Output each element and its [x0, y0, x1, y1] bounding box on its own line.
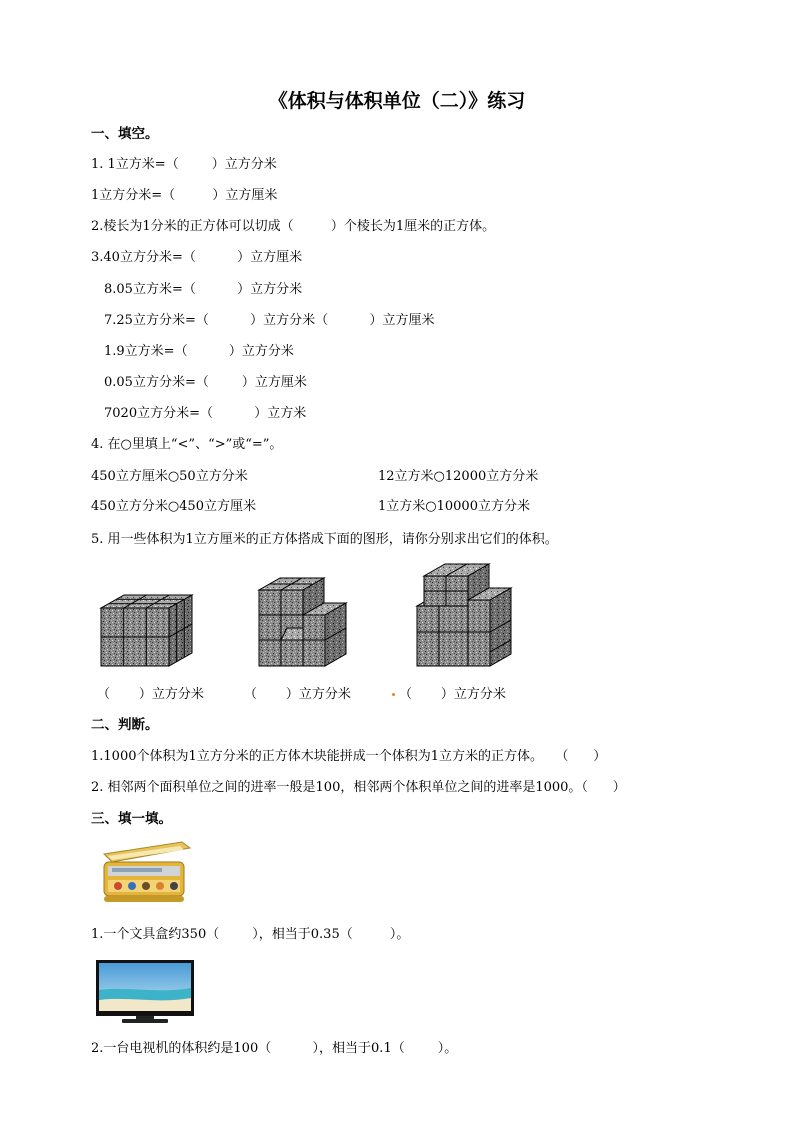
question-4-item: 450立方分米○450立方厘米	[91, 499, 256, 514]
cube-stack-icon	[254, 568, 352, 672]
question-4-item: 450立方厘米○50立方分米	[91, 469, 248, 484]
question-4: 4. 在○里填上“<”、“>”或“=”。	[91, 437, 283, 452]
question-3-item: 0.05立方分米=（ ）立方厘米	[104, 375, 307, 390]
question-2: 2.棱长为1分米的正方体可以切成（ ）个棱长为1厘米的正方体。	[91, 219, 496, 234]
question-5: 5. 用一些体积为1立方厘米的正方体搭成下面的图形，请你分别求出它们的体积。	[91, 532, 558, 547]
pencil-case-icon	[98, 840, 192, 908]
question-3-item: 3.40立方分米=（ ）立方厘米	[91, 250, 303, 265]
judgement-item: 1.1000个体积为1立方分米的正方体木块能拼成一个体积为1立方米的正方体。 （ ）	[91, 749, 607, 764]
question-4-item: 1立方米○10000立方分米	[378, 499, 530, 514]
question-3-item: 8.05立方米=（ ）立方分米	[104, 282, 303, 297]
television-icon	[96, 960, 196, 1024]
fill-item: 1.一个文具盒约350（ ），相当于0.35（ ）。	[91, 927, 410, 942]
fill-item: 2.一台电视机的体积约是100（ ），相当于0.1（ ）。	[91, 1041, 458, 1056]
question-1b: 1立方分米=（ ）立方厘米	[91, 188, 278, 203]
figure-3-answer: （ ）立方分米	[399, 687, 506, 702]
stray-dot	[392, 693, 395, 696]
question-3-item: 7020立方分米=（ ）立方米	[104, 406, 307, 421]
section-3-heading: 三、填一填。	[91, 811, 172, 827]
page-title: 《体积与体积单位（二）》练习	[268, 90, 526, 112]
judgement-item: 2. 相邻两个面积单位之间的进率一般是100，相邻两个体积单位之间的进率是1000。（ ）	[91, 780, 626, 795]
question-3-item: 7.25立方分米=（ ）立方分米（ ）立方厘米	[104, 313, 435, 328]
figure-1-answer: （ ）立方分米	[97, 687, 204, 702]
cube-stack-icon	[96, 590, 200, 672]
cube-stack-icon	[412, 560, 520, 672]
question-1a: 1. 1立方米=（ ）立方分米	[91, 157, 277, 172]
figure-2-answer: （ ）立方分米	[244, 687, 351, 702]
section-2-heading: 二、判断。	[91, 717, 159, 733]
section-1-heading: 一、填空。	[91, 126, 159, 142]
question-4-item: 12立方米○12000立方分米	[378, 469, 539, 484]
question-3-item: 1.9立方米=（ ）立方分米	[104, 344, 294, 359]
